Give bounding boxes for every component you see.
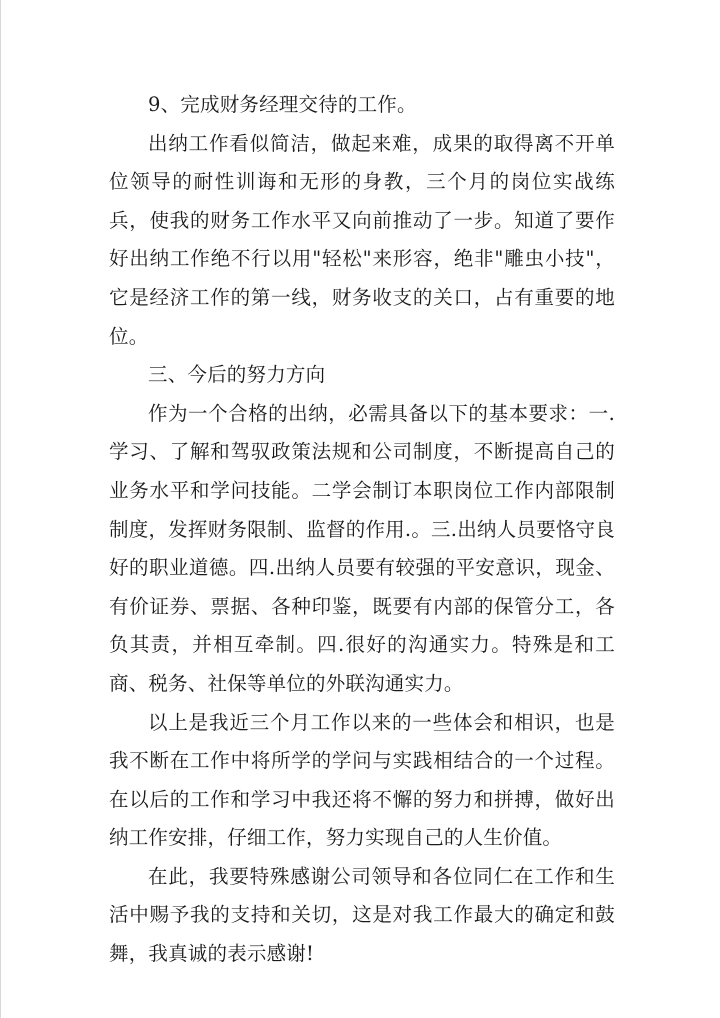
paragraph-thanks: 在此，我要特殊感谢公司领导和各位同仁在工作和生活中赐予我的支持和关切，这是对我工作最大的确定和鼓舞，我真诚的表示感谢!: [109, 864, 615, 966]
paragraph-cashier-work: 出纳工作看似简洁，做起来难，成果的取得离不开单位领导的耐性训诲和无形的身教，三个月的岗位实战练兵，使我的财务工作水平又向前推动了一步。知道了要作好出纳工作绝不行以用"轻松"来形容，绝非"雕虫小技"，它是经济工作的第一线，财务收支的关口，占有重要的地位。: [109, 131, 615, 348]
paragraph-summary: 以上是我近三个月工作以来的一些体会和相识，也是我不断在工作中将所学的学问与实践相结合的一个过程。在以后的工作和学习中我还将不懈的努力和拼搏，做好出纳工作安排，仔细工作，努力实现自己的人生价值。: [109, 710, 615, 850]
section-heading-future-direction: 三、今后的努力方向: [148, 363, 326, 387]
document-body: [109, 86, 615, 974]
paragraph-item-9: 9、完成财务经理交待的工作。: [148, 93, 417, 116]
paragraph-basic-requirements: 作为一个合格的出纳，必需具备以下的基本要求：一.学习、了解和驾驭政策法规和公司制度，不断提高自己的业务水平和学问技能。二学会制订本职岗位工作内部限制制度，发挥财务限制、监督的作用.。三.出纳人员要恪守良好的职业道德。四.出纳人员要有较强的平安意识，现金、有价证券、票据、各种印鉴，既要有内部的保管分工，各负其责，并相互牵制。四.很好的沟通实力。特殊是和工商、税务、社保等单位的外联沟通实力。: [109, 401, 615, 695]
